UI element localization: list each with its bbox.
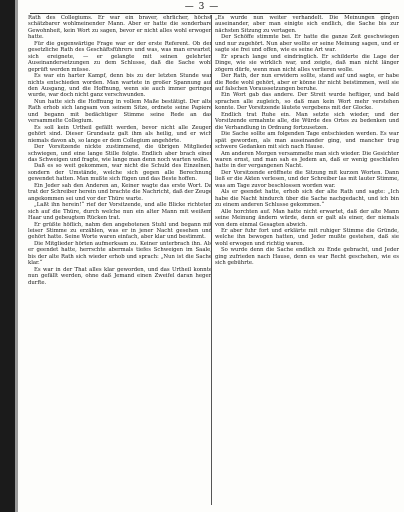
right-text-column bbox=[215, 15, 399, 505]
header-rule bbox=[30, 13, 390, 14]
paragraph: Er sprach lange und eindringlich. Er schilderte die Lage der Dinge, wie sie wirklich war, und zeigte, daß man nicht länger zögern dürfe, wenn man nicht alles verlieren wolle. bbox=[215, 53, 399, 73]
paragraph: Als er geendet hatte, erhob sich der alte Rath und sagte: „Ich habe die Nacht hindurch über die Sache nachgedacht, und ich bin zu einem anderen Schlusse gekommen.“ bbox=[215, 189, 399, 209]
paragraph: Es war in der That alles klar geworden, und das Urtheil konnte nun gefällt werden, ohne daß Jemand einen Zweifel daran hegen durfte. bbox=[28, 266, 212, 286]
paragraph: Der Vorsitzende nickte zustimmend, die übrigen Mitglieder schwiegen, und eine lange Stille folgte. Endlich aber brach einer das Schweigen und fragte, wie lange man denn noch warten wolle. bbox=[28, 144, 212, 163]
paragraph: Der Rath, der nun erwidern sollte, stand auf und sagte, er habe die Rede wohl gehört, aber er könne ihr nicht beistimmen, weil sie auf falschen Voraussetzungen beruhe. bbox=[215, 73, 399, 92]
paragraph: Nun hatte sich die Hoffnung in vollem Maße bestätigt. Der alte Rath erhob sich langsam von seinem Sitze, ordnete seine Papiere und begann mit bedächtiger Stimme seine Rede an das versammelte Collegium. bbox=[28, 98, 212, 125]
paragraph: Er aber fuhr fort und erklärte mit ruhiger Stimme die Gründe, welche ihn bewogen hatten, und Jeder mußte gestehen, daß sie wohl erwogen und richtig waren. bbox=[215, 227, 399, 247]
paragraph: Für die gegenwärtige Frage war er der erste Referent. Ob der gesetzliche Rath des Geschäftsführers und was, was man erwartet, sich ereignete, — er gelangte mit seinen gelehrten Auseinandersetzungen zu dem Schlusse, daß die Sache wohl geprüft werden müsse. bbox=[28, 40, 212, 73]
paragraph: Es soll kein Urtheil gefällt werden, bevor nicht alle Zeugen gehört sind. Dieser Grundsatz galt ihm als heilig, und er wich niemals davon ab, so lange er dem Collegium angehörte. bbox=[28, 124, 212, 144]
paragraph: Er grüßte höflich, nahm den angebotenen Stuhl und begann mit leiser Stimme zu erzählen, was er in jener Nacht gesehen und gehört hatte. Seine Worte waren einfach, aber klar und bestimmt. bbox=[28, 221, 212, 241]
paragraph: „Laßt ihn herein!“ rief der Vorsitzende, und alle Blicke richteten sich auf die Thüre, durch welche nun ein alter Mann mit weißem Haar und gebeugtem Rücken trat. bbox=[28, 202, 212, 222]
paragraph: Rath des Collegiums. Er war ein braver, ehrlicher, höchst schätzbarer wohlmeinender Mann. Aber er hatte die sonderbare Gewohnheit, kein Wort zu sagen, bevor er nicht alles wohl erwogen hatte. bbox=[28, 15, 212, 41]
paragraph: So wurde denn die Sache endlich zu Ende gebracht, und Jeder ging zufrieden nach Hause, denn es war Recht geschehen, wie es sich gebührte. bbox=[215, 247, 399, 267]
paragraph: Die Mitglieder hörten aufmerksam zu. Keiner unterbrach ihn. Als er geendet hatte, herrschte abermals tiefes Schweigen im Saale, bis der alte Rath sich wieder erhob und sprach: „Nun ist die Sache klar.“ bbox=[28, 240, 212, 267]
paragraph: Der Schöffe stimmte bei. Er hatte die ganze Zeit geschwiegen und nur zugehört. Nun aber wollte er seine Meinung sagen, und er sagte sie frei und offen, wie es seine Art war. bbox=[215, 34, 399, 54]
left-text-column bbox=[28, 15, 212, 505]
paragraph: Am anderen Morgen versammelte man sich wieder. Die Gesichter waren ernst, und man sah es Jedem an, daß er wenig geschlafen hatte in der vergangenen Nacht. bbox=[215, 150, 399, 170]
paragraph: „Es wurde nun weiter verhandelt. Die Meinungen gingen auseinander, aber man einigte sich endlich, die Sache bis zur nächsten Sitzung zu vertagen. bbox=[215, 15, 399, 34]
paragraph: Ein Wort gab das andere. Der Streit wurde heftiger, und bald sprachen alle zugleich, so daß man kein Wort mehr verstehen konnte. Der Vorsitzende läutete vergebens mit der Glocke. bbox=[215, 92, 399, 112]
paragraph: Endlich trat Ruhe ein. Man setzte sich wieder, und der Vorsitzende ermahnte alle, die Würde des Ortes zu bedenken und die Verhandlung in Ordnung fortzusetzen. bbox=[215, 111, 399, 131]
binding-gutter bbox=[0, 0, 15, 512]
paragraph: Ein Jeder sah den Anderen an, Keiner wagte das erste Wort. Da trat der Schreiber herein und brachte die Nachricht, daß der Zeuge angekommen sei und vor der Thüre warte. bbox=[28, 182, 212, 202]
page-number: — 3 — bbox=[184, 2, 220, 12]
binding-edge bbox=[15, 0, 18, 512]
paragraph: Es war ein harter Kampf, denn bis zu der letzten Stunde war nichts entschieden worden. Man wartete in großer Spannung auf den Ausgang, und die Hoffnung, wenn sie auch immer geringer wurde, war doch nicht ganz verschwunden. bbox=[28, 73, 212, 99]
paragraph: Die Sache sollte am folgenden Tage entschieden werden. Es war spät geworden, als man auseinander ging, und mancher trug schwere Gedanken mit sich nach Hause. bbox=[215, 131, 399, 151]
paragraph: Alle horchten auf. Man hatte nicht erwartet, daß der alte Mann seine Meinung ändern würde, denn er galt als einer, der niemals von dem einmal Gesagten abwich. bbox=[215, 208, 399, 228]
paragraph: Der Vorsitzende eröffnete die Sitzung mit kurzen Worten. Dann ließ er die Akten verlesen, und der Schreiber las mit lauter Stimme, was am Tage zuvor beschlossen worden war. bbox=[215, 169, 399, 189]
column-divider bbox=[211, 15, 212, 505]
paragraph: Daß es so weit gekommen, war nicht die Schuld des Einzelnen, sondern der Umstände, welche sich gegen alle Berechnung gewendet hatten. Man mußte sich fügen und das Beste hoffen. bbox=[28, 163, 212, 183]
